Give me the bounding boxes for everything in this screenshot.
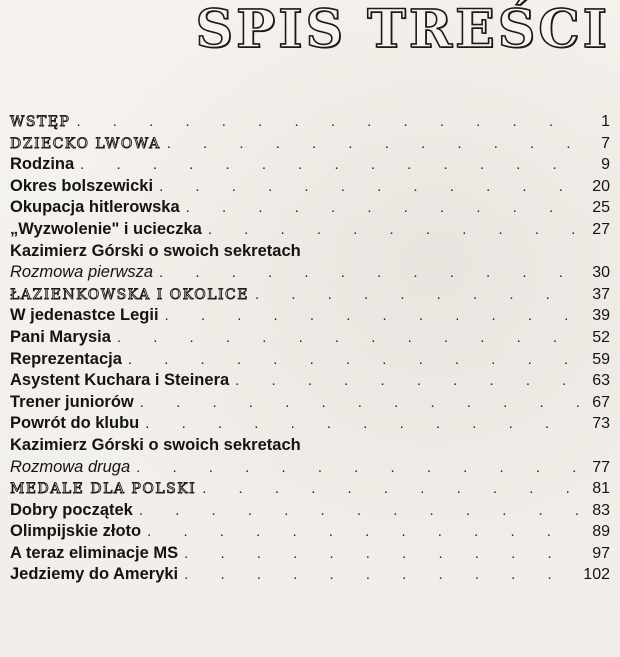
dot-leader <box>167 133 582 155</box>
page-number: 9 <box>601 156 610 174</box>
chapter-title: Jedziemy do Ameryki <box>10 565 179 584</box>
chapter-title: A teraz eliminacje MS <box>10 543 179 562</box>
dot-leader <box>184 564 577 586</box>
chapter-title: Okupacja hitlerowska <box>10 198 180 217</box>
dot-leader <box>145 413 582 435</box>
chapter-title: Olimpijskie złoto <box>10 522 142 541</box>
section-heading: DZIECKO LWOWA <box>10 135 161 152</box>
chapter-title: Trener juniorów <box>10 392 134 411</box>
dot-leader <box>165 305 582 327</box>
page-number: 77 <box>592 458 610 476</box>
page-number: 25 <box>592 199 610 217</box>
page-number: 1 <box>601 113 610 130</box>
dot-leader <box>202 478 582 500</box>
toc-entry <box>10 564 610 586</box>
toc-entry <box>10 133 610 155</box>
dot-leader <box>184 543 582 565</box>
chapter-title: Powrót do klubu <box>10 414 140 433</box>
section-heading: MEDALE DLA POLSKI <box>10 481 197 498</box>
toc-entry <box>10 219 610 241</box>
toc-entry <box>10 327 610 349</box>
page-number: 97 <box>592 544 610 562</box>
page-number: 67 <box>592 393 610 411</box>
toc-entry <box>10 176 610 198</box>
toc-entry <box>10 284 610 306</box>
dot-leader <box>255 284 582 306</box>
table-of-contents <box>10 111 610 586</box>
toc-entry <box>10 521 610 543</box>
dot-leader <box>235 370 582 392</box>
chapter-title: Pani Marysia <box>10 327 111 346</box>
page-number: 27 <box>592 220 610 238</box>
section-heading: ŁAZIENKOWSKA I OKOLICE <box>10 286 249 303</box>
page-number: 73 <box>592 415 610 433</box>
chapter-title: Rozmowa druga <box>10 457 131 476</box>
chapter-title: Okres bolszewicki <box>10 176 154 195</box>
page-number: 39 <box>592 307 610 325</box>
dot-leader <box>159 176 582 198</box>
toc-entry <box>10 435 610 457</box>
page-number: 7 <box>601 134 610 152</box>
page-number: 81 <box>592 480 610 498</box>
dot-leader <box>140 392 582 414</box>
dot-leader <box>128 349 582 371</box>
toc-entry <box>10 413 610 435</box>
page-number: 20 <box>592 177 610 195</box>
dot-leader <box>147 521 582 543</box>
chapter-title: W jedenastce Legii <box>10 306 159 325</box>
page-number: 63 <box>592 372 610 390</box>
chapter-title: Asystent Kuchara i Steinera <box>10 371 230 390</box>
chapter-title: Rodzina <box>10 155 75 174</box>
dot-leader <box>208 219 582 241</box>
toc-entry <box>10 154 610 176</box>
toc-entry <box>10 370 610 392</box>
toc-entry <box>10 262 610 284</box>
dot-leader <box>159 262 582 284</box>
toc-entry <box>10 349 610 371</box>
page-number: 52 <box>592 328 610 346</box>
page-number: 102 <box>583 566 610 584</box>
page-number: 37 <box>592 285 610 303</box>
dot-leader <box>117 327 582 349</box>
chapter-title: Kazimierz Górski o swoich sekretach <box>10 435 301 454</box>
toc-entry <box>10 241 610 263</box>
page-number: 59 <box>592 350 610 368</box>
dot-leader <box>76 111 582 133</box>
toc-entry <box>10 457 610 479</box>
page-title: SPIS TREŚCI <box>195 0 610 60</box>
dot-leader <box>136 457 582 479</box>
chapter-title: Reprezentacja <box>10 349 122 368</box>
chapter-title: Dobry początek <box>10 500 133 519</box>
chapter-title: „Wyzwolenie" i ucieczka <box>10 219 202 238</box>
chapter-title: Rozmowa pierwsza <box>10 263 154 282</box>
dot-leader <box>186 197 582 219</box>
toc-entry <box>10 543 610 565</box>
page-number: 30 <box>592 264 610 282</box>
dot-leader <box>139 500 582 522</box>
toc-entry <box>10 111 610 133</box>
toc-entry <box>10 500 610 522</box>
section-heading: WSTĘP <box>10 114 71 130</box>
toc-entry <box>10 478 610 500</box>
page-number: 89 <box>592 523 610 541</box>
toc-entry <box>10 197 610 219</box>
page-number: 83 <box>592 501 610 519</box>
toc-entry <box>10 305 610 327</box>
chapter-title: Kazimierz Górski o swoich sekretach <box>10 241 301 260</box>
toc-entry <box>10 392 610 414</box>
dot-leader <box>80 154 582 176</box>
